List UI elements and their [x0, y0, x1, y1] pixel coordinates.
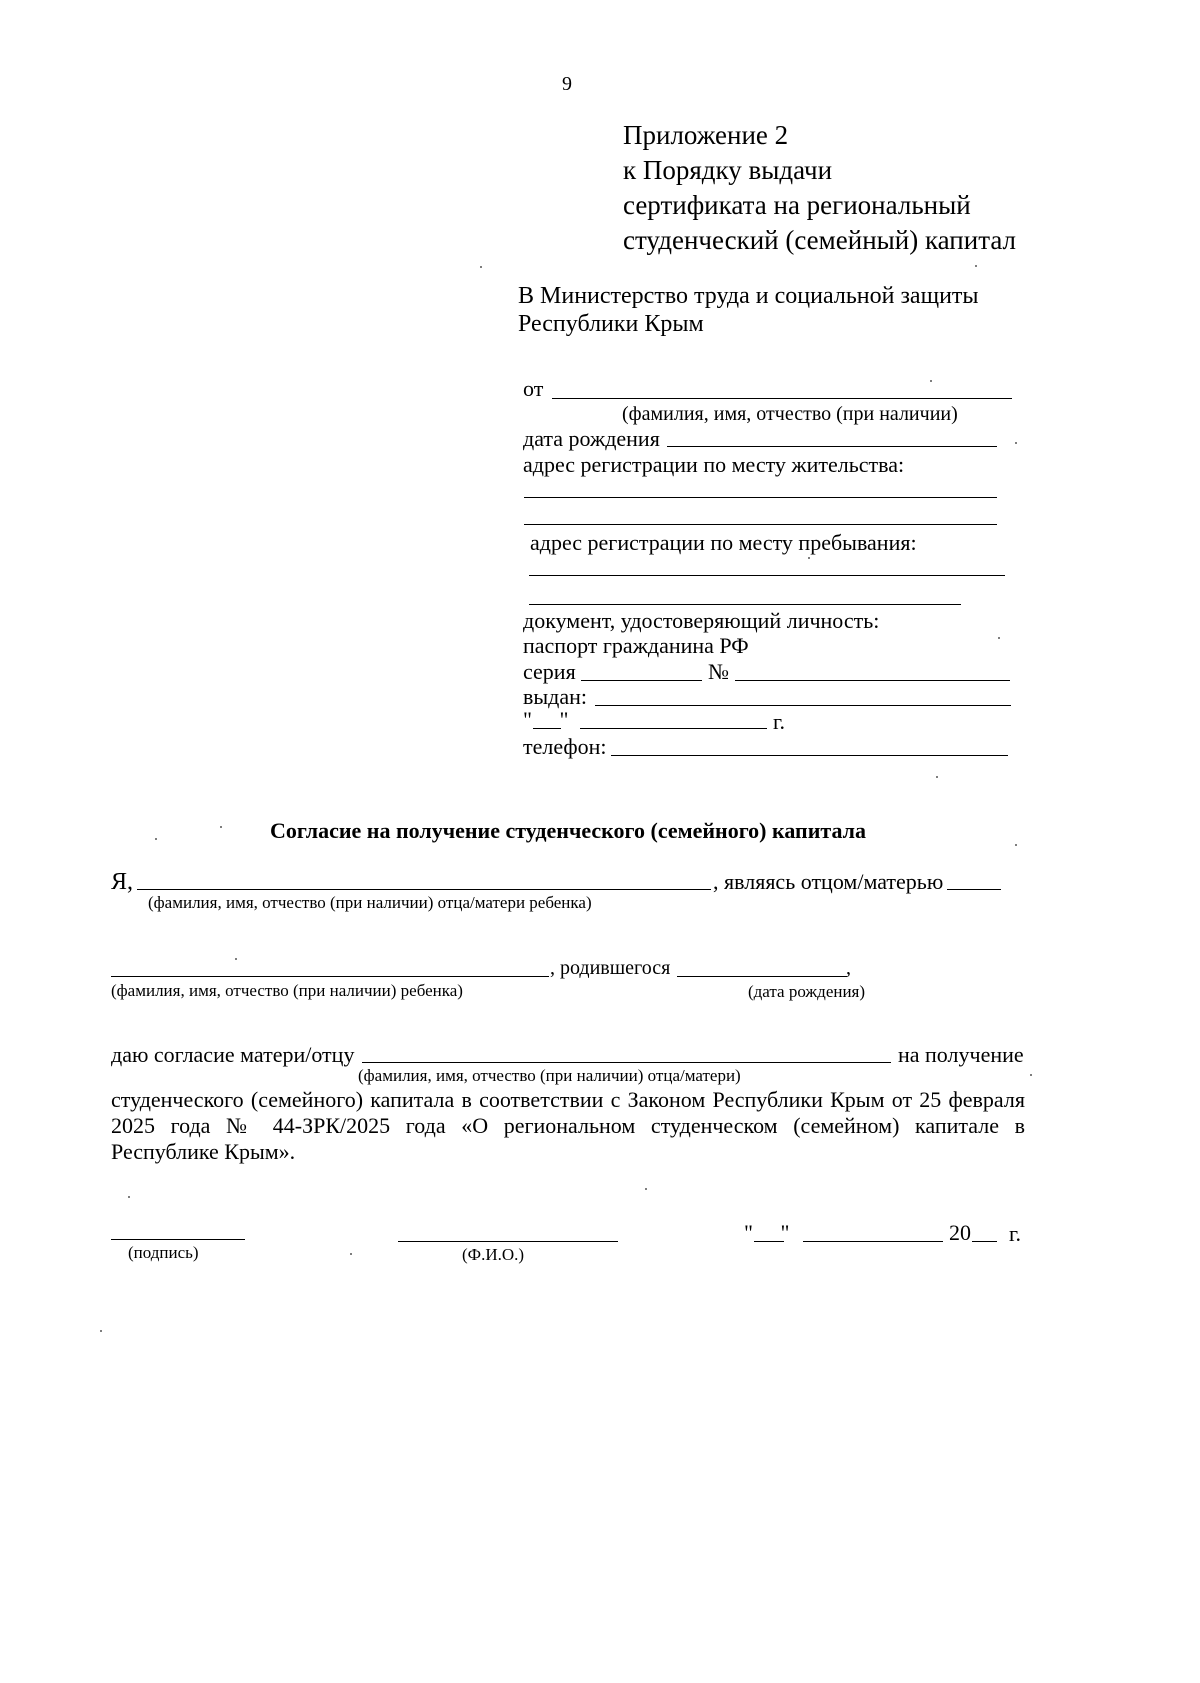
born-label: , родившегося — [550, 957, 671, 979]
signature-field-line[interactable] — [111, 1239, 245, 1240]
sign-year-field-line[interactable] — [972, 1241, 997, 1242]
signature-hint: (подпись) — [128, 1243, 199, 1262]
scan-speck — [100, 1330, 102, 1332]
appendix-line-2: к Порядку выдачи — [623, 155, 833, 185]
birth-date-hint: (дата рождения) — [748, 982, 866, 1001]
stay-address-line-1[interactable] — [529, 575, 1005, 576]
scan-speck — [1015, 844, 1017, 846]
issue-month-field-line[interactable] — [580, 728, 767, 729]
id-document-type: паспорт гражданина РФ — [523, 633, 749, 658]
issue-date-quotes: " " — [523, 707, 569, 732]
phone-label: телефон: — [523, 734, 607, 759]
scan-speck — [936, 776, 938, 778]
stay-address-line-2[interactable] — [529, 604, 961, 605]
document-title: Согласие на получение студенческого (семейного) капитала — [270, 818, 867, 843]
number-field-line[interactable] — [735, 680, 1010, 681]
appendix-line-4: студенческий (семейный) капитал — [623, 225, 1017, 255]
issued-field-line[interactable] — [595, 705, 1011, 706]
other-parent-name-hint: (фамилия, имя, отчество (при наличии) отца/матери) — [358, 1066, 741, 1085]
child-birth-date-field-line[interactable] — [677, 976, 847, 977]
born-comma: , — [846, 957, 851, 979]
scan-speck — [128, 1196, 130, 1198]
issue-year-suffix: г. — [773, 709, 786, 734]
full-name-field-line[interactable] — [398, 1241, 618, 1242]
series-label: серия — [523, 659, 576, 684]
consent-body-text: студенческого (семейного) капитала в соответствии с Законом Республики Крым от 25 февраля 2025 года № 44-ЗРК/2025 года «О региональном студенческом (семейном) капитале в Республике Крым». — [111, 1087, 1025, 1164]
scan-speck — [220, 826, 222, 828]
issued-label: выдан: — [523, 684, 588, 709]
from-field-line[interactable] — [552, 398, 1012, 399]
addressee-line-2: Республики Крым — [518, 311, 704, 337]
sign-year-prefix: 20 — [949, 1220, 971, 1245]
sign-month-field-line[interactable] — [803, 1241, 943, 1242]
scan-speck — [808, 557, 810, 559]
page-number: 9 — [562, 73, 572, 95]
series-field-line[interactable] — [581, 680, 702, 681]
i-label: Я, — [111, 869, 134, 895]
scan-speck — [1030, 1074, 1032, 1076]
parent-name-field-line[interactable] — [137, 889, 711, 890]
parent-name-hint: (фамилия, имя, отчество (при наличии) отца/матери ребенка) — [148, 893, 592, 912]
id-document-label: документ, удостоверяющий личность: — [523, 608, 880, 633]
stay-address-label: адрес регистрации по месту пребывания: — [530, 530, 917, 555]
appendix-line-3: сертификата на региональный — [623, 190, 971, 220]
for-receiving-text: на получение — [898, 1042, 1024, 1067]
addressee-line-1: В Министерство труда и социальной защиты — [518, 283, 979, 309]
sign-day-field-line[interactable] — [754, 1241, 784, 1242]
residence-address-line-1[interactable] — [524, 497, 997, 498]
from-label: от — [523, 376, 544, 401]
scan-speck — [480, 266, 482, 268]
parent-role-field-line[interactable] — [947, 889, 1001, 890]
birth-date-label: дата рождения — [523, 426, 660, 451]
child-name-field-line[interactable] — [111, 976, 549, 977]
scan-speck — [350, 1253, 352, 1255]
full-name-hint: (Ф.И.О.) — [462, 1245, 525, 1264]
residence-address-line-2[interactable] — [524, 524, 997, 525]
scan-speck — [930, 380, 932, 382]
birth-date-field-line[interactable] — [667, 446, 997, 447]
issue-day-field-line[interactable] — [533, 728, 561, 729]
from-hint: (фамилия, имя, отчество (при наличии) — [622, 403, 958, 425]
phone-field-line[interactable] — [611, 755, 1008, 756]
scan-speck — [155, 838, 157, 840]
scan-speck — [1015, 442, 1017, 444]
other-parent-name-field-line[interactable] — [362, 1062, 891, 1063]
residence-address-label: адрес регистрации по месту жительства: — [523, 452, 905, 477]
give-consent-text: даю согласие матери/отцу — [111, 1042, 355, 1067]
being-parent-text: , являясь отцом/матерью — [713, 869, 944, 894]
scan-speck — [235, 958, 237, 960]
scan-speck — [998, 637, 1000, 639]
child-name-hint: (фамилия, имя, отчество (при наличии) ребенка) — [111, 981, 463, 1000]
number-label: № — [708, 659, 729, 684]
scan-speck — [975, 265, 977, 267]
sign-date-quotes: " " — [744, 1220, 790, 1245]
appendix-line-1: Приложение 2 — [623, 120, 789, 150]
scan-speck — [645, 1188, 647, 1190]
sign-year-suffix: г. — [1009, 1221, 1022, 1246]
